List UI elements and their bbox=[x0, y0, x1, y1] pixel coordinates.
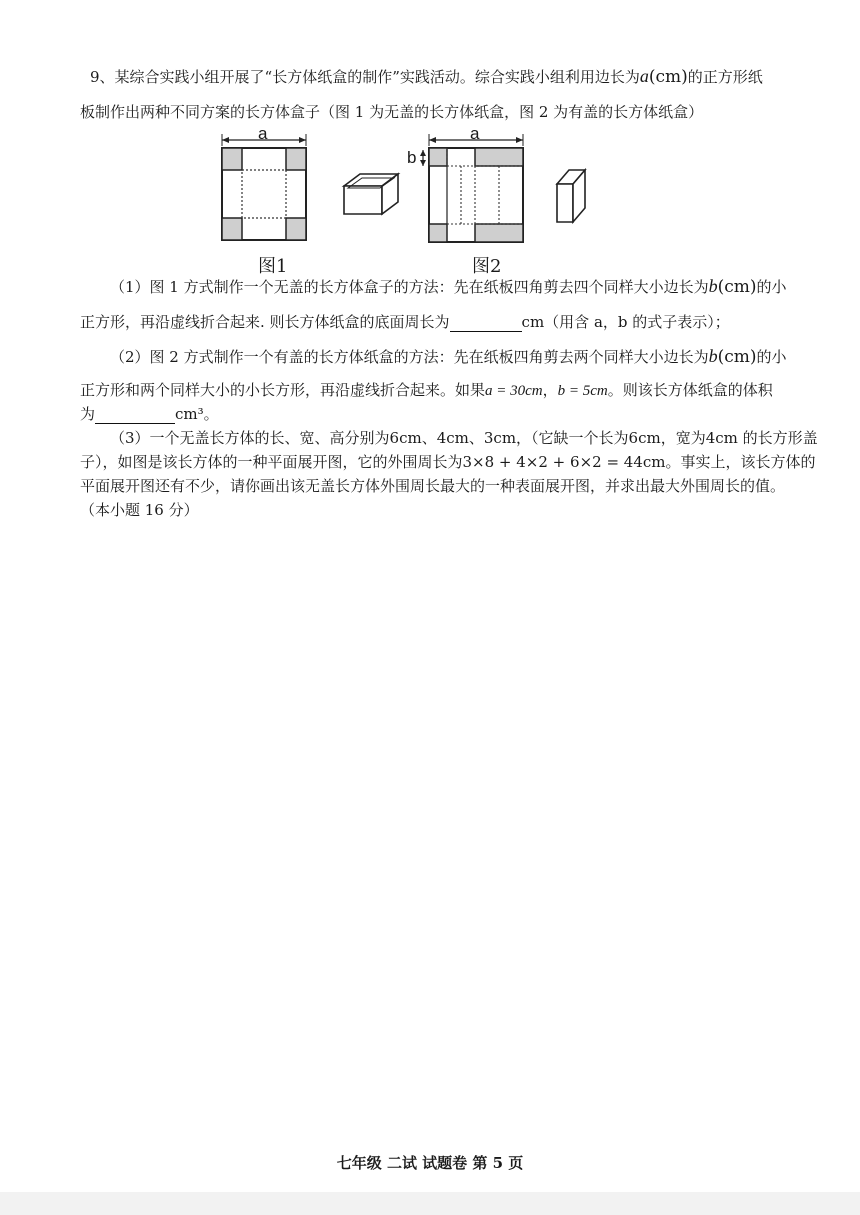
part2-text-c: 正方形和两个同样大小的小长方形，再沿虚线折合起来。如果 bbox=[80, 381, 486, 399]
var-b: b bbox=[708, 276, 718, 296]
part1-text-b: 的小 bbox=[756, 278, 787, 296]
part2-text-b: 的小 bbox=[756, 348, 787, 366]
comma: ， bbox=[542, 381, 558, 399]
part3-text-d: （本小题 16 分） bbox=[80, 501, 199, 519]
page-footer: 七年级 二试 试题卷 第 5 页 bbox=[336, 1154, 524, 1172]
intro-text-1b: 的正方形纸 bbox=[687, 68, 763, 86]
part2-line-2 bbox=[80, 380, 773, 401]
part3-line-2 bbox=[80, 452, 816, 472]
scan-bottom-band bbox=[0, 1192, 860, 1215]
part3-line-4 bbox=[80, 500, 199, 520]
part1-text-a: （1）图 1 方式制作一个无盖的长方体盒子的方法：先在纸板四角剪去四个同样大小边长为 bbox=[110, 278, 709, 296]
part3-line-3 bbox=[80, 476, 785, 496]
fig2-label-b: b bbox=[407, 148, 417, 167]
part3-line-1 bbox=[110, 428, 818, 448]
var-b: b bbox=[708, 346, 718, 366]
eq-a-30: a = 30cm bbox=[485, 383, 543, 399]
part2-end: 。 bbox=[203, 405, 219, 423]
fig2-label-a: a bbox=[470, 124, 480, 143]
figure-2-diagram bbox=[405, 124, 615, 264]
figure-1-diagram bbox=[210, 124, 410, 264]
unit-cm: (cm) bbox=[717, 347, 757, 367]
part1-line-1 bbox=[110, 276, 787, 297]
fig1-label-a: a bbox=[258, 124, 268, 143]
volume-unit: cm³ bbox=[175, 405, 204, 423]
intro-text-1a: 9、某综合实践小组开展了“长方体纸盒的制作”实践活动。综合实践小组利用边长为 bbox=[90, 68, 640, 86]
perimeter-answer-blank[interactable] bbox=[450, 315, 522, 332]
volume-answer-blank[interactable] bbox=[95, 407, 175, 424]
part2-line-1 bbox=[110, 346, 787, 367]
part1-text-d: cm（用含 a，b 的式子表示）； bbox=[521, 313, 730, 331]
intro-text-2: 板制作出两种不同方案的长方体盒子（图 1 为无盖的长方体纸盒，图 2 为有盖的长方体纸盒） bbox=[80, 103, 704, 121]
eq-b-5: b = 5cm bbox=[557, 383, 608, 399]
part3-text-a: （3）一个无盖长方体的长、宽、高分别为6cm、4cm、3cm，（它缺一个长为6cm，宽为4cm 的长方形盖 bbox=[110, 429, 818, 447]
part2-line-3 bbox=[80, 404, 219, 424]
unit-cm: (cm) bbox=[648, 67, 688, 87]
part3-text-c: 平面展开图还有不少，请你画出该无盖长方体外围周长最大的一种表面展开图，并求出最大外围周长的值。 bbox=[80, 477, 786, 495]
part3-text-b: 子），如图是该长方体的一种平面展开图，它的外围周长为3×8 + 4×2 + 6×2 = 44cm。事实上，该长方体的 bbox=[80, 453, 816, 471]
part1-text-c: 正方形，再沿虚线折合起来. 则长方体纸盒的底面周长为 bbox=[80, 313, 450, 331]
part1-line-2 bbox=[80, 312, 730, 332]
var-a: a bbox=[639, 66, 649, 86]
part2-text-e: 为 bbox=[80, 405, 96, 423]
unit-cm: (cm) bbox=[717, 277, 757, 297]
figure-2-caption: 图2 bbox=[472, 256, 502, 277]
part2-text-d: 。则该长方体纸盒的体积 bbox=[607, 381, 773, 399]
question-intro-line-1 bbox=[90, 66, 763, 87]
part2-text-a: （2）图 2 方式制作一个有盖的长方体纸盒的方法：先在纸板四角剪去两个同样大小边长为 bbox=[110, 348, 709, 366]
question-intro-line-2 bbox=[80, 102, 703, 122]
figure-1-caption: 图1 bbox=[258, 256, 288, 277]
